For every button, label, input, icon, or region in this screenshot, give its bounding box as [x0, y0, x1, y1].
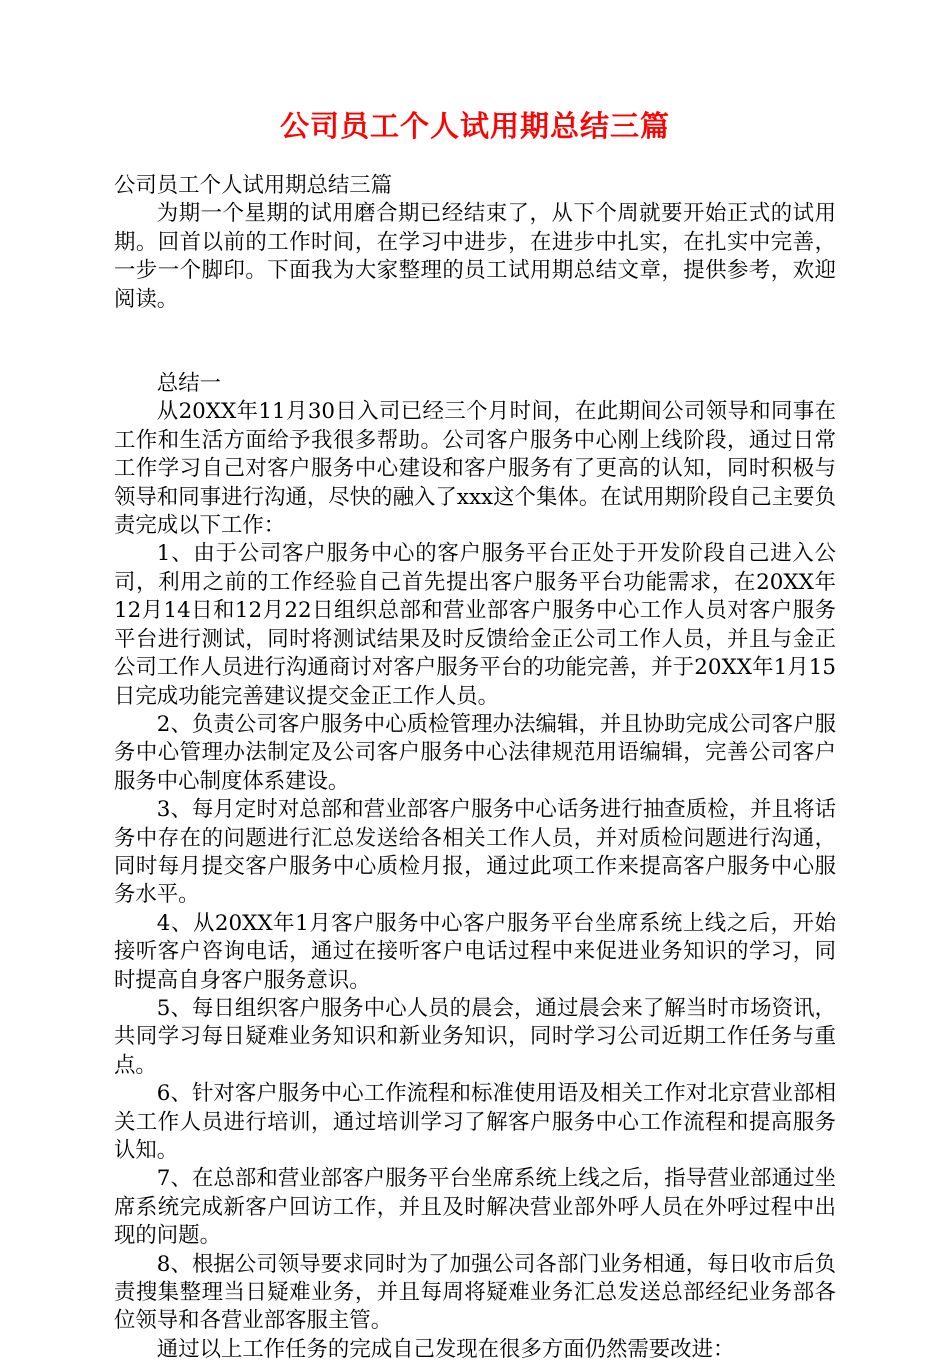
body-paragraph: 3、每月定时对总部和营业部客户服务中心话务进行抽查质检，并且将话务中存在的问题进行汇总发送给各相关工作人员，并对质检问题进行沟通，同时每月提交客户服务中心质检月报，通过此项工作来提高客户服务中心服务水平。	[114, 797, 836, 908]
body-paragraph: 7、在总部和营业部客户服务平台坐席系统上线之后，指导营业部通过坐席系统完成新客户回访工作，并且及时解决营业部外呼人员在外呼过程中出现的问题。	[114, 1166, 836, 1249]
body-paragraph: 1、由于公司客户服务中心的客户服务平台正处于开发阶段自己进入公司，利用之前的工作经验自己首先提出客户服务平台功能需求，在20XX年12月14日和12月22日组织总部和营业部客户服务中心工作人员对客户服务平台进行测试，同时将测试结果及时反馈给金正公司工作人员，并且与金正公司工作人员进行沟通商讨对客户服务平台的功能完善，并于20XX年1月15日完成功能完善建议提交金正工作人员。	[114, 541, 836, 709]
section-heading: 总结一	[156, 371, 221, 397]
paragraph-gap	[114, 314, 836, 370]
body-paragraph: 2、负责公司客户服务中心质检管理办法编辑，并且协助完成公司客户服务中心管理办法制定及公司客户服务中心法律规范用语编辑，完善公司客户服务中心制度体系建设。	[114, 711, 836, 794]
body-paragraph: 8、根据公司领导要求同时为了加强公司各部门业务相通，每日收市后负责搜集整理当日疑难业务，并且每周将疑难业务汇总发送总部经纪业务部各位领导和各营业部客服主管。	[114, 1251, 836, 1334]
document-title: 公司员工个人试用期总结三篇	[279, 109, 670, 143]
intro-paragraph: 为期一个星期的试用磨合期已经结束了，从下个周就要开始正式的试用期。回首以前的工作时间，在学习中进步，在进步中扎实，在扎实中完善，一步一个脚印。下面我为大家整理的员工试用期总结文章，提供参考，欢迎阅读。	[114, 201, 836, 312]
body-paragraph: 4、从20XX年1月客户服务中心客户服务平台坐席系统上线之后，开始接听客户咨询电话，通过在接听客户电话过程中来促进业务知识的学习，同时提高自身客户服务意识。	[114, 910, 836, 993]
body-paragraph: 从20XX年11月30日入司已经三个月时间，在此期间公司领导和同事在工作和生活方面给予我很多帮助。公司客户服务中心刚上线阶段，通过日常工作学习自己对客户服务中心建设和客户服务有了更高的认知，同时积极与领导和同事进行沟通，尽快的融入了xxx这个集体。在试用期阶段自己主要负责完成以下工作：	[114, 399, 836, 539]
body-paragraph: 通过以上工作任务的完成自己发现在很多方面仍然需要改进：	[156, 1336, 735, 1362]
subtitle-line: 公司员工个人试用期总结三篇	[114, 173, 393, 198]
body-paragraph: 6、针对客户服务中心工作流程和标准使用语及相关工作对北京营业部相关工作人员进行培训，通过培训学习了解客户服务中心工作流程和提高服务认知。	[114, 1081, 836, 1163]
document-body	[114, 172, 836, 1364]
body-paragraph: 5、每日组织客户服务中心人员的晨会，通过晨会来了解当时市场资讯，共同学习每日疑难业务知识和新业务知识，同时学习公司近期工作任务与重点。	[114, 995, 836, 1078]
